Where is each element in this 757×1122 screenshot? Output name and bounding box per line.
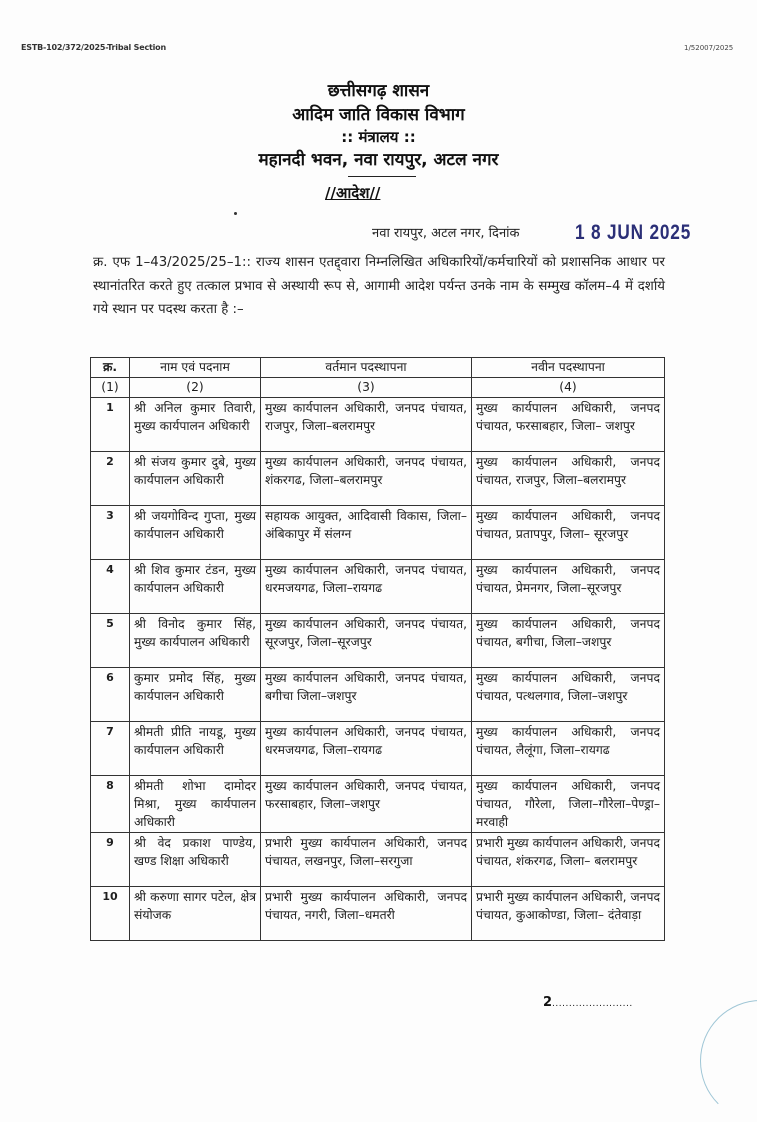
row-current-posting: प्रभारी मुख्य कार्यपालन अधिकारी, जनपद पंचायत, नगरी, जिला–धमतरी [261, 887, 472, 941]
column-number: (1) [91, 378, 130, 398]
row-new-posting: मुख्य कार्यपालन अधिकारी, जनपद पंचायत, फरसाबहार, जिला– जशपुर [472, 398, 665, 452]
row-name-designation: श्रीमती प्रीति नायडू, मुख्य कार्यपालन अधिकारी [130, 722, 261, 776]
row-current-posting: मुख्य कार्यपालन अधिकारी, जनपद पंचायत, राजपुर, जिला–बलरामपुर [261, 398, 472, 452]
date-stamp: 1 8 JUN 2025 [575, 221, 692, 244]
order-body: क्र. एफ 1–43/2025/25–1:: राज्य शासन एतद्द्वारा निम्नलिखित अधिकारियों/कर्मचारियों को प्रशासनिक आधार पर स्थानांतरित करते हुए तत्काल प्रभाव से अस्थायी रूप से, आगामी आदेश पर्यन्त उनके नाम के सम्मुख कॉलम–4 में दर्शाये गये स्थान पर पदस्थ करता है :– [93, 255, 665, 317]
place-date-label: नवा रायपुर, अटल नगर, दिनांक [372, 226, 520, 241]
row-current-posting: मुख्य कार्यपालन अधिकारी, जनपद पंचायत, बगीचा जिला–जशपुर [261, 668, 472, 722]
row-serial-number: 5 [91, 614, 130, 668]
stray-dot [234, 212, 237, 215]
order-title: //आदेश// [325, 184, 381, 202]
row-serial-number: 1 [91, 398, 130, 452]
row-current-posting: मुख्य कार्यपालन अधिकारी, जनपद पंचायत, सूरजपुर, जिला–सूरजपुर [261, 614, 472, 668]
row-name-designation: श्री करुणा सागर पटेल, क्षेत्र संयोजक [130, 887, 261, 941]
row-serial-number: 3 [91, 506, 130, 560]
row-name-designation: कुमार प्रमोद सिंह, मुख्य कार्यपालन अधिकारी [130, 668, 261, 722]
row-new-posting: प्रभारी मुख्य कार्यपालन अधिकारी, जनपद पंचायत, कुआकोण्डा, जिला– दंतेवाड़ा [472, 887, 665, 941]
row-name-designation: श्री संजय कुमार दुबे, मुख्य कार्यपालन अधिकारी [130, 452, 261, 506]
next-page-number: 2 [543, 995, 553, 1010]
ministry-label: :: मंत्रालय :: [341, 128, 416, 146]
row-new-posting: मुख्य कार्यपालन अधिकारी, जनपद पंचायत, गौरेला, जिला–गौरेला–पेण्ड्रा–मरवाही [472, 776, 665, 833]
table-row [91, 506, 665, 560]
row-current-posting: मुख्य कार्यपालन अधिकारी, जनपद पंचायत, धरमजयगढ, जिला–रायगढ [261, 722, 472, 776]
row-current-posting: मुख्य कार्यपालन अधिकारी, जनपद पंचायत, शंकरगढ, जिला–बलरामपुर [261, 452, 472, 506]
header-new-posting: नवीन पदस्थापना [472, 358, 665, 378]
row-name-designation: श्रीमती शोभा दामोदर मिश्रा, मुख्य कार्यपालन अधिकारी [130, 776, 261, 833]
row-name-designation: श्री शिव कुमार टंडन, मुख्य कार्यपालन अधिकारी [130, 560, 261, 614]
file-reference: ESTB-102/372/2025-Tribal Section [21, 43, 166, 52]
table-row [91, 452, 665, 506]
row-new-posting: मुख्य कार्यपालन अधिकारी, जनपद पंचायत, पत्थलगाव, जिला–जशपुर [472, 668, 665, 722]
table-header-row [91, 358, 665, 378]
row-new-posting: मुख्य कार्यपालन अधिकारी, जनपद पंचायत, प्रेमनगर, जिला–सूरजपुर [472, 560, 665, 614]
table-column-number-row [91, 378, 665, 398]
row-serial-number: 4 [91, 560, 130, 614]
row-serial-number: 8 [91, 776, 130, 833]
row-current-posting: प्रभारी मुख्य कार्यपालन अधिकारी, जनपद पंचायत, लखनपुर, जिला–सरगुजा [261, 833, 472, 887]
receipt-reference: 1/52007/2025 [684, 44, 734, 52]
row-serial-number: 7 [91, 722, 130, 776]
column-number: (2) [130, 378, 261, 398]
table-row [91, 722, 665, 776]
table-row [91, 668, 665, 722]
row-new-posting: मुख्य कार्यपालन अधिकारी, जनपद पंचायत, लैलूंगा, जिला–रायगढ [472, 722, 665, 776]
next-page-indicator [543, 995, 633, 1010]
row-serial-number: 9 [91, 833, 130, 887]
table-row [91, 614, 665, 668]
header-current-posting: वर्तमान पदस्थापना [261, 358, 472, 378]
row-serial-number: 6 [91, 668, 130, 722]
transfer-table [90, 357, 665, 941]
table-row [91, 398, 665, 452]
department-name: आदिम जाति विकास विभाग [292, 105, 465, 125]
row-new-posting: मुख्य कार्यपालन अधिकारी, जनपद पंचायत, बगीचा, जिला–जशपुर [472, 614, 665, 668]
row-current-posting: सहायक आयुक्त, आदिवासी विकास, जिला– अंबिकापुर में संलग्न [261, 506, 472, 560]
row-serial-number: 10 [91, 887, 130, 941]
table-row [91, 776, 665, 833]
row-serial-number: 2 [91, 452, 130, 506]
column-number: (4) [472, 378, 665, 398]
row-name-designation: श्री विनोद कुमार सिंह, मुख्य कार्यपालन अधिकारी [130, 614, 261, 668]
row-new-posting: मुख्य कार्यपालन अधिकारी, जनपद पंचायत, राजपुर, जिला–बलरामपुर [472, 452, 665, 506]
title-overline [348, 176, 416, 177]
office-address: महानदी भवन, नवा रायपुर, अटल नगर [258, 150, 499, 170]
table-row [91, 887, 665, 941]
table-row [91, 833, 665, 887]
next-page-dots: ........................ [552, 999, 633, 1009]
row-name-designation: श्री वेद प्रकाश पाण्डेय, खण्ड शिक्षा अधिकारी [130, 833, 261, 887]
row-name-designation: श्री जयगोविन्द गुप्ता, मुख्य कार्यपालन अधिकारी [130, 506, 261, 560]
row-name-designation: श्री अनिल कुमार तिवारी, मुख्य कार्यपालन अधिकारी [130, 398, 261, 452]
government-name: छत्तीसगढ़ शासन [327, 81, 430, 101]
stamp-arc-decoration [700, 1000, 757, 1122]
column-number: (3) [261, 378, 472, 398]
table-row [91, 560, 665, 614]
row-new-posting: मुख्य कार्यपालन अधिकारी, जनपद पंचायत, प्रतापपुर, जिला– सूरजपुर [472, 506, 665, 560]
header-sno: क्र. [91, 358, 130, 378]
row-current-posting: मुख्य कार्यपालन अधिकारी, जनपद पंचायत, धरमजयगढ, जिला–रायगढ [261, 560, 472, 614]
header-name: नाम एवं पदनाम [130, 358, 261, 378]
row-current-posting: मुख्य कार्यपालन अधिकारी, जनपद पंचायत, फरसाबहार, जिला–जशपुर [261, 776, 472, 833]
row-new-posting: प्रभारी मुख्य कार्यपालन अधिकारी, जनपद पंचायत, शंकरगढ, जिला– बलरामपुर [472, 833, 665, 887]
